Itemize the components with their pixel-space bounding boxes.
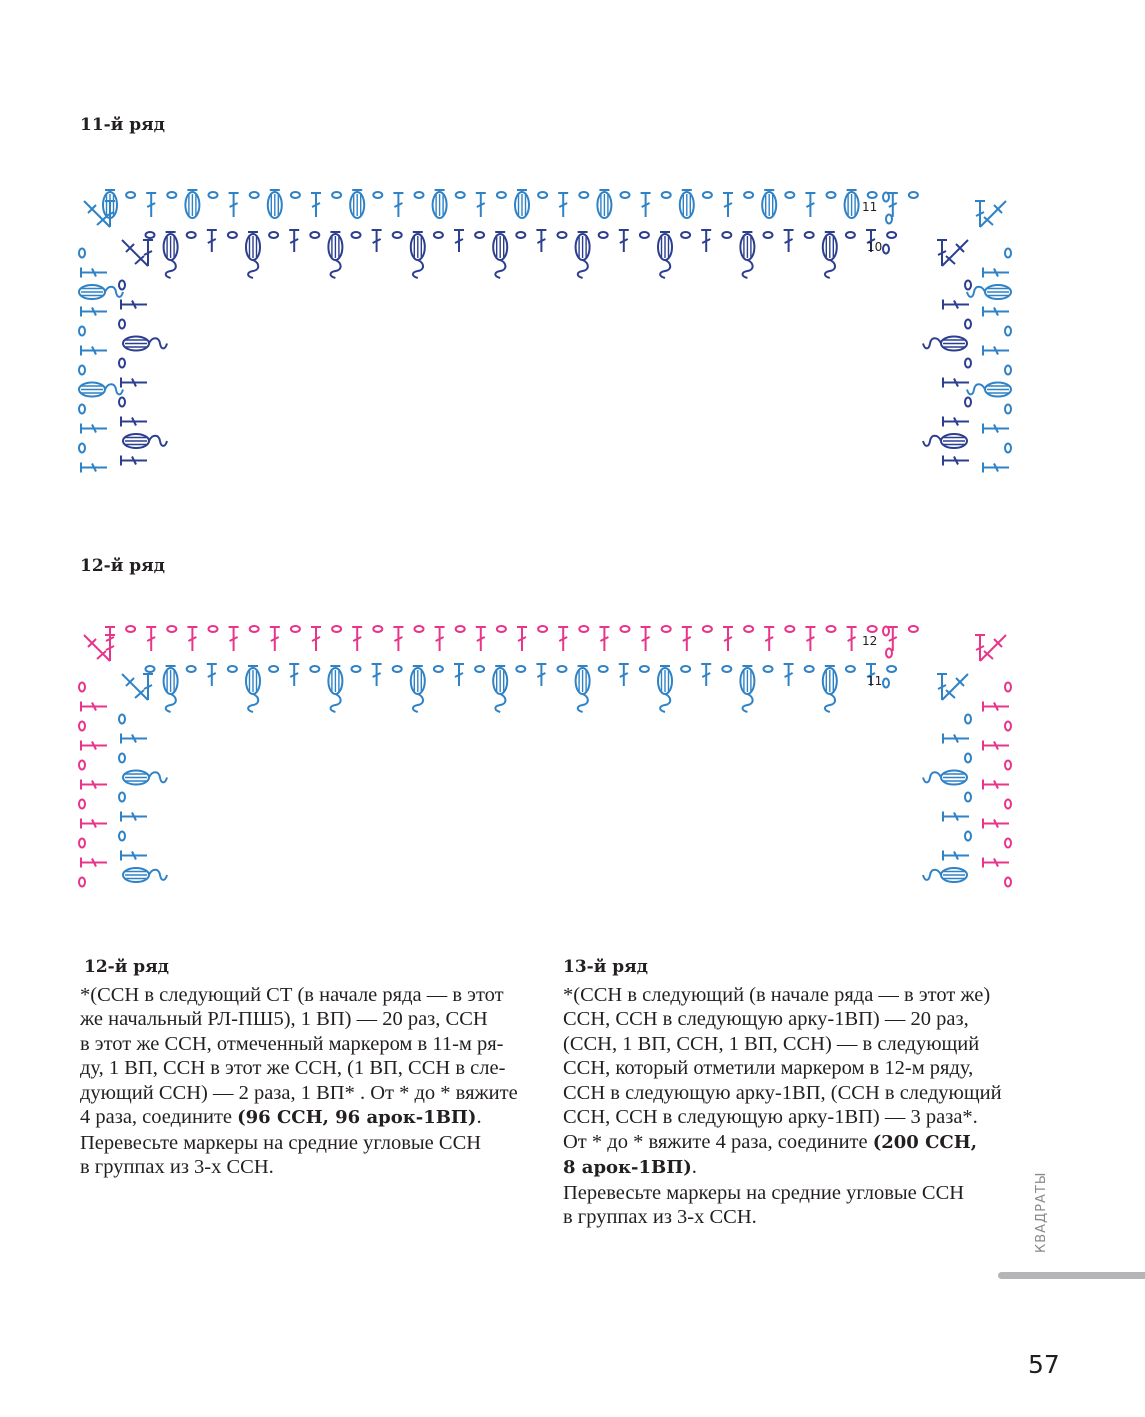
chain-stitch-symbol: [119, 715, 125, 724]
cluster-stitch-symbol: [248, 260, 258, 278]
chain-stitch-symbol: [909, 192, 918, 198]
chain-stitch-symbol: [497, 626, 506, 632]
chain-stitch-symbol: [119, 398, 125, 407]
chain-stitch-symbol: [965, 754, 971, 763]
chain-stitch-symbol: [79, 722, 85, 731]
chain-stitch-symbol: [79, 444, 85, 453]
chain-stitch-symbol: [640, 666, 649, 672]
chain-stitch-symbol: [868, 626, 877, 632]
chain-stitch-symbol: [1005, 878, 1011, 887]
cluster-stitch-symbol: [825, 694, 835, 712]
chain-stitch-symbol: [662, 626, 671, 632]
chain-stitch-symbol: [79, 800, 85, 809]
chain-stitch-symbol: [599, 232, 608, 238]
row-11-diagram-svg: [70, 178, 1020, 490]
row-12-body-text: *(ССН в следующий СТ (в начале ряда — в этот же начальный РЛ-ПШ5), 1 ВП) — 20 раз, ССН в этот же ССН, отмеченный маркером в 11-м ря- ду, 1 ВП, ССН в этот же ССН, (1 ВП, ССН в сле- дующий ССН) — 2 раза, 1 ВП* . От * до * вяжите 4 раза, соедините: [80, 983, 518, 1128]
row-13-instructions-body: [563, 983, 1013, 1181]
chain-stitch-symbol: [119, 281, 125, 290]
chain-stitch-symbol: [250, 192, 259, 198]
cluster-stitch-symbol: [248, 694, 258, 712]
cluster-stitch-symbol: [923, 870, 941, 880]
corner-stitch-symbol: [980, 635, 1006, 661]
cluster-stitch-symbol: [149, 436, 167, 446]
row-marker-number: 10: [867, 240, 883, 254]
cluster-stitch-symbol: [825, 260, 835, 278]
chain-stitch-symbol: [393, 232, 402, 238]
chain-stitch-symbol: [744, 192, 753, 198]
chain-stitch-symbol: [579, 626, 588, 632]
chain-stitch-symbol: [965, 398, 971, 407]
corner-stitch-symbol: [980, 201, 1006, 227]
row-13-body-end: .: [691, 1156, 697, 1178]
cluster-stitch-symbol: [413, 694, 423, 712]
chain-stitch-symbol: [621, 192, 630, 198]
row-12-crochet-diagram: [70, 612, 1020, 900]
chain-stitch-symbol: [681, 666, 690, 672]
chain-stitch-symbol: [332, 192, 341, 198]
chain-stitch-symbol: [497, 192, 506, 198]
chain-stitch-symbol: [228, 666, 237, 672]
chain-stitch-symbol: [126, 626, 135, 632]
chain-stitch-symbol: [126, 192, 135, 198]
chain-stitch-symbol: [269, 232, 278, 238]
chain-stitch-symbol: [887, 666, 896, 672]
chain-stitch-symbol: [558, 232, 567, 238]
chain-stitch-symbol: [558, 666, 567, 672]
chain-stitch-symbol: [965, 793, 971, 802]
chain-stitch-symbol: [886, 215, 892, 224]
row-marker-number: 11: [862, 200, 878, 214]
cluster-stitch-symbol: [166, 694, 176, 712]
chain-stitch-symbol: [883, 245, 889, 254]
corner-stitch-symbol: [942, 240, 968, 266]
corner-stitch-symbol: [122, 240, 148, 266]
cluster-stitch-symbol: [578, 694, 588, 712]
chain-stitch-symbol: [291, 192, 300, 198]
chain-stitch-symbol: [744, 626, 753, 632]
chain-stitch-symbol: [415, 192, 424, 198]
row-11-heading: 11-й ряд: [80, 115, 166, 135]
chain-stitch-symbol: [965, 359, 971, 368]
chain-stitch-symbol: [146, 666, 155, 672]
row-13-instructions-title: 13-й ряд: [563, 957, 649, 977]
chain-stitch-symbol: [579, 192, 588, 198]
chain-stitch-symbol: [310, 666, 319, 672]
row-12-marker-note: Перевесьте маркеры на средние угловые ССН в группах из 3-х ССН.: [80, 1131, 482, 1178]
row-12-stitch-count: (96 ССН, 96 арок-1ВП): [237, 1107, 477, 1128]
cluster-stitch-symbol: [149, 870, 167, 880]
cluster-stitch-symbol: [578, 260, 588, 278]
corner-stitch-symbol: [122, 674, 148, 700]
cluster-stitch-symbol: [923, 772, 941, 782]
chain-stitch-symbol: [79, 327, 85, 336]
chain-stitch-symbol: [119, 793, 125, 802]
cluster-stitch-symbol: [166, 260, 176, 278]
chain-stitch-symbol: [434, 232, 443, 238]
chain-stitch-symbol: [456, 626, 465, 632]
row-12-heading: 12-й ряд: [80, 556, 166, 576]
cluster-stitch-symbol: [743, 694, 753, 712]
corner-stitch-symbol: [84, 635, 110, 661]
chain-stitch-symbol: [621, 626, 630, 632]
chain-stitch-symbol: [79, 839, 85, 848]
row-13-body-text: *(ССН в следующий (в начале ряда — в этот же) ССН, ССН в следующую арку-1ВП) — 20 раз, (ССН, 1 ВП, ССН, 1 ВП, ССН) — в следующий ССН, который отметили маркером в 12-м ряду, ССН в следующую арку-1ВП, (ССН в следующий ССН, ССН в следующую арку-1ВП) — 3 раза*. От * до * вяжите 4 раза, соедините: [563, 983, 1002, 1153]
row-12-diagram-svg: [70, 612, 1020, 900]
chain-stitch-symbol: [291, 626, 300, 632]
chain-stitch-symbol: [516, 232, 525, 238]
cluster-stitch-symbol: [967, 384, 985, 394]
chain-stitch-symbol: [883, 193, 889, 202]
chain-stitch-symbol: [475, 666, 484, 672]
section-tab-bar: [998, 1272, 1145, 1279]
chain-stitch-symbol: [79, 249, 85, 258]
chain-stitch-symbol: [269, 666, 278, 672]
row-13-marker-note: Перевесьте маркеры на средние угловые ССН в группах из 3-х ССН.: [563, 1181, 965, 1228]
chain-stitch-symbol: [909, 626, 918, 632]
row-12-instructions-title: 12-й ряд: [84, 957, 170, 977]
chain-stitch-symbol: [965, 320, 971, 329]
chain-stitch-symbol: [209, 626, 218, 632]
chain-stitch-symbol: [415, 626, 424, 632]
chain-stitch-symbol: [640, 232, 649, 238]
chain-stitch-symbol: [187, 666, 196, 672]
chain-stitch-symbol: [79, 878, 85, 887]
chain-stitch-symbol: [827, 192, 836, 198]
cluster-stitch-symbol: [149, 338, 167, 348]
row-12-instructions-body: [80, 983, 530, 1131]
cluster-stitch-symbol: [923, 436, 941, 446]
row-marker-number: 11: [867, 674, 883, 688]
chain-stitch-symbol: [393, 666, 402, 672]
chain-stitch-symbol: [332, 626, 341, 632]
chain-stitch-symbol: [722, 666, 731, 672]
chain-stitch-symbol: [119, 832, 125, 841]
chain-stitch-symbol: [722, 232, 731, 238]
chain-stitch-symbol: [1005, 444, 1011, 453]
chain-stitch-symbol: [352, 232, 361, 238]
chain-stitch-symbol: [475, 232, 484, 238]
chain-stitch-symbol: [167, 626, 176, 632]
chain-stitch-symbol: [883, 679, 889, 688]
chain-stitch-symbol: [538, 626, 547, 632]
chain-stitch-symbol: [883, 627, 889, 636]
chain-stitch-symbol: [827, 626, 836, 632]
chain-stitch-symbol: [187, 232, 196, 238]
chain-stitch-symbol: [681, 232, 690, 238]
chain-stitch-symbol: [703, 626, 712, 632]
cluster-stitch-symbol: [495, 694, 505, 712]
chain-stitch-symbol: [1005, 839, 1011, 848]
cluster-stitch-symbol: [743, 260, 753, 278]
row-12-body-end: .: [476, 1106, 482, 1128]
chain-stitch-symbol: [79, 405, 85, 414]
chain-stitch-symbol: [887, 232, 896, 238]
chain-stitch-symbol: [1005, 366, 1011, 375]
cluster-stitch-symbol: [660, 260, 670, 278]
chain-stitch-symbol: [764, 232, 773, 238]
cluster-stitch-symbol: [413, 260, 423, 278]
chain-stitch-symbol: [785, 192, 794, 198]
chain-stitch-symbol: [456, 192, 465, 198]
chain-stitch-symbol: [965, 281, 971, 290]
chain-stitch-symbol: [1005, 722, 1011, 731]
chain-stitch-symbol: [805, 232, 814, 238]
chain-stitch-symbol: [785, 626, 794, 632]
chain-stitch-symbol: [310, 232, 319, 238]
chain-stitch-symbol: [846, 666, 855, 672]
chain-stitch-symbol: [119, 754, 125, 763]
chain-stitch-symbol: [79, 683, 85, 692]
row-12-instructions: [80, 955, 530, 1180]
corner-stitch-symbol: [942, 674, 968, 700]
row-13-instructions: [563, 955, 1013, 1230]
section-label: КВАДРАТЫ: [1034, 1171, 1049, 1253]
cluster-stitch-symbol: [923, 338, 941, 348]
chain-stitch-symbol: [119, 320, 125, 329]
cluster-stitch-symbol: [660, 694, 670, 712]
chain-stitch-symbol: [209, 192, 218, 198]
chain-stitch-symbol: [373, 192, 382, 198]
chain-stitch-symbol: [965, 832, 971, 841]
chain-stitch-symbol: [516, 666, 525, 672]
chain-stitch-symbol: [250, 626, 259, 632]
chain-stitch-symbol: [373, 626, 382, 632]
chain-stitch-symbol: [846, 232, 855, 238]
chain-stitch-symbol: [599, 666, 608, 672]
chain-stitch-symbol: [965, 715, 971, 724]
chain-stitch-symbol: [228, 232, 237, 238]
row-13-stitch-count: (200 ССН, 8 арок-1ВП): [563, 1131, 978, 1178]
chain-stitch-symbol: [434, 666, 443, 672]
chain-stitch-symbol: [662, 192, 671, 198]
cluster-stitch-symbol: [149, 772, 167, 782]
cluster-stitch-symbol: [331, 694, 341, 712]
page-number: 57: [1028, 1350, 1060, 1379]
chain-stitch-symbol: [886, 649, 892, 658]
chain-stitch-symbol: [167, 192, 176, 198]
row-marker-number: 12: [862, 634, 878, 648]
chain-stitch-symbol: [119, 359, 125, 368]
chain-stitch-symbol: [1005, 761, 1011, 770]
row-11-crochet-diagram: [70, 178, 1020, 490]
chain-stitch-symbol: [79, 366, 85, 375]
chain-stitch-symbol: [1005, 405, 1011, 414]
cluster-stitch-symbol: [331, 260, 341, 278]
chain-stitch-symbol: [1005, 249, 1011, 258]
chain-stitch-symbol: [703, 192, 712, 198]
chain-stitch-symbol: [805, 666, 814, 672]
chain-stitch-symbol: [764, 666, 773, 672]
cluster-stitch-symbol: [495, 260, 505, 278]
chain-stitch-symbol: [79, 761, 85, 770]
chain-stitch-symbol: [1005, 327, 1011, 336]
chain-stitch-symbol: [538, 192, 547, 198]
chain-stitch-symbol: [352, 666, 361, 672]
chain-stitch-symbol: [1005, 683, 1011, 692]
chain-stitch-symbol: [868, 192, 877, 198]
chain-stitch-symbol: [146, 232, 155, 238]
chain-stitch-symbol: [1005, 800, 1011, 809]
